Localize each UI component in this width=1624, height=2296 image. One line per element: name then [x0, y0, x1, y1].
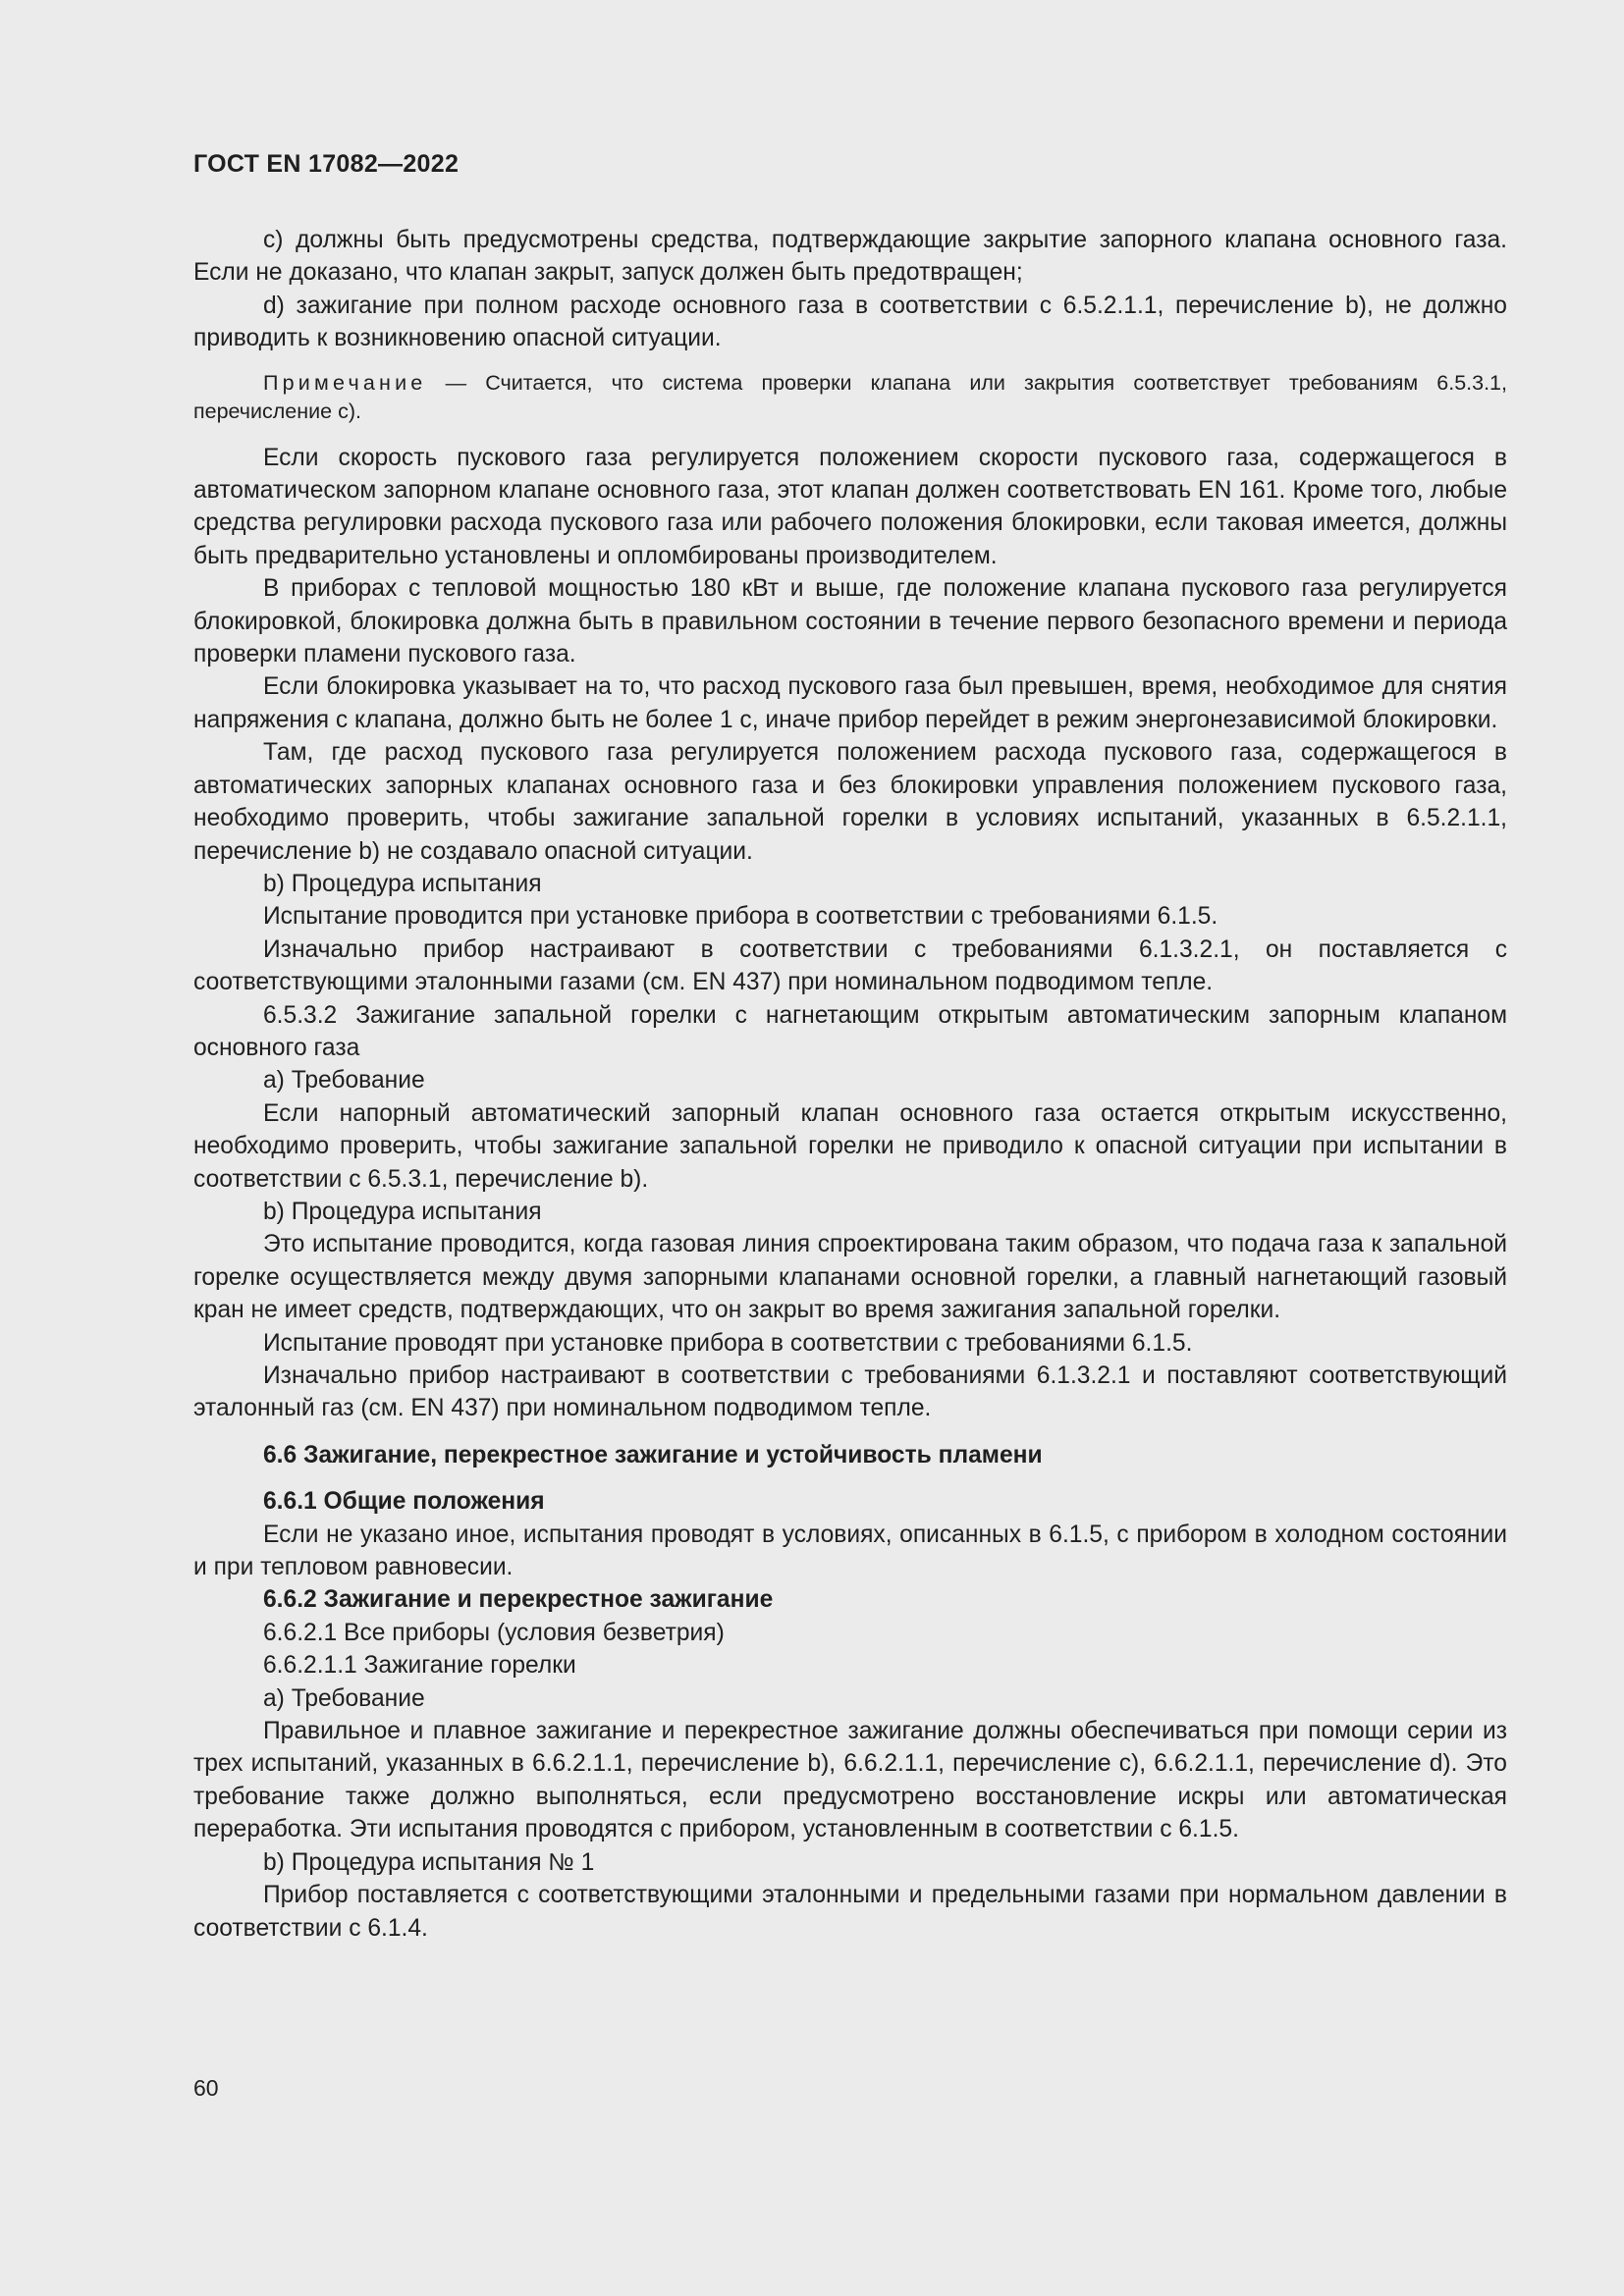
document-header: ГОСТ EN 17082—2022	[193, 150, 460, 178]
paragraph: Прибор поставляется с соответствующими эталонными и предельными газами при нормальном давлении в соответствии с 6.1.4.	[193, 1882, 1507, 1942]
note-label: Примечание	[263, 370, 427, 395]
paragraph: b) Процедура испытания	[263, 1198, 542, 1225]
paragraph: d) зажигание при полном расходе основного газа в соответствии с 6.5.2.1.1, перечисление b), не должно приводить к возникновению опасной ситуации.	[193, 292, 1507, 352]
paragraph: Испытание проводится при установке прибора в соответствии с требованиями 6.1.5.	[263, 903, 1218, 931]
paragraph: a) Требование	[263, 1684, 425, 1712]
subsection-heading: 6.6.2 Зажигание и перекрестное зажигание	[263, 1586, 774, 1614]
paragraph: Правильное и плавное зажигание и перекрестное зажигание должны обеспечиваться при помощи серии из трех испытаний, указанных в 6.6.2.1.1, перечисление b), 6.6.2.1.1, перечисление c), 6.6.2.1.1, перечисление d). Это требование также должно выполняться, если предусмотрено восстановление искры или автоматическая переработка. Эти испытания проводятся с прибором, установленным в соответствии с 6.1.5.	[193, 1718, 1507, 1843]
paragraph: Изначально прибор настраивают в соответствии с требованиями 6.1.3.2.1, он поставляется с соответствующими эталонными газами (см. EN 437) при номинальном подводимом тепле.	[193, 935, 1507, 996]
paragraph: Если напорный автоматический запорный клапан основного газа остается открытым искусственно, необходимо проверить, чтобы зажигание запальной горелки не приводило к опасной ситуации при испытании в соответствии с 6.5.3.1, перечисление b).	[193, 1099, 1507, 1193]
paragraph: Если не указано иное, испытания проводят в условиях, описанных в 6.1.5, с прибором в холодном состоянии и при тепловом равновесии.	[193, 1521, 1507, 1581]
paragraph: 6.6.2.1 Все приборы (условия безветрия)	[263, 1619, 725, 1646]
paragraph: b) Процедура испытания № 1	[263, 1848, 595, 1876]
paragraph: c) должны быть предусмотрены средства, подтверждающие закрытие запорного клапана основного газа. Если не доказано, что клапан закрыт, запуск должен быть предотвращен;	[193, 227, 1507, 287]
note-text: — Считается, что система проверки клапана или закрытия соответствует требованиям 6.5.3.1, перечисление c).	[193, 370, 1507, 423]
document-page	[193, 147, 1507, 1945]
paragraph: Если блокировка указывает на то, что расход пускового газа был превышен, время, необходимое для снятия напряжения с клапана, должно быть не более 1 с, иначе прибор перейдет в режим энергонезависимой блокировки.	[193, 673, 1507, 733]
page-number: 60	[193, 2075, 219, 2101]
paragraph: Изначально прибор настраивают в соответствии с требованиями 6.1.3.2.1 и поставляют соответствующий эталонный газ (см. EN 437) при номинальном подводимом тепле.	[193, 1362, 1507, 1422]
paragraph: В приборах с тепловой мощностью 180 кВт и выше, где положение клапана пускового газа регулируется блокировкой, блокировка должна быть в правильном состоянии в течение первого безопасного времени и периода проверки пламени пускового газа.	[193, 575, 1507, 668]
paragraph: 6.5.3.2 Зажигание запальной горелки с нагнетающим открытым автоматическим запорным клапаном основного газа	[193, 1001, 1507, 1061]
paragraph: Если скорость пускового газа регулируется положением скорости пускового газа, содержащегося в автоматическом запорном клапане основного газа, этот клапан должен соответствовать EN 161. Кроме того, любые средства регулировки расхода пускового газа или рабочего положения блокировки, если таковая имеется, должны быть предварительно установлены и опломбированы производителем.	[193, 444, 1507, 569]
paragraph: Там, где расход пускового газа регулируется положением расхода пускового газа, содержащегося в автоматических запорных клапанах основного газа и без блокировки управления положением пускового газа, необходимо проверить, чтобы зажигание запальной горелки в условиях испытаний, указанных в 6.5.2.1.1, перечисление b) не создавало опасной ситуации.	[193, 739, 1507, 865]
paragraph: Это испытание проводится, когда газовая линия спроектирована таким образом, что подача газа к запальной горелке осуществляется между двумя запорными клапанами основной горелки, а главный нагнетающий газовый кран не имеет средств, подтверждающих, что он закрыт во время зажигания запальной горелки.	[193, 1231, 1507, 1324]
paragraph: b) Процедура испытания	[263, 870, 542, 897]
paragraph: Испытание проводят при установке прибора в соответствии с требованиями 6.1.5.	[263, 1329, 1193, 1357]
subsection-heading: 6.6.1 Общие положения	[263, 1488, 545, 1516]
note	[193, 369, 1507, 426]
paragraph: a) Требование	[263, 1067, 425, 1095]
section-heading: 6.6 Зажигание, перекрестное зажигание и устойчивость пламени	[263, 1441, 1043, 1468]
paragraph: 6.6.2.1.1 Зажигание горелки	[263, 1652, 576, 1680]
